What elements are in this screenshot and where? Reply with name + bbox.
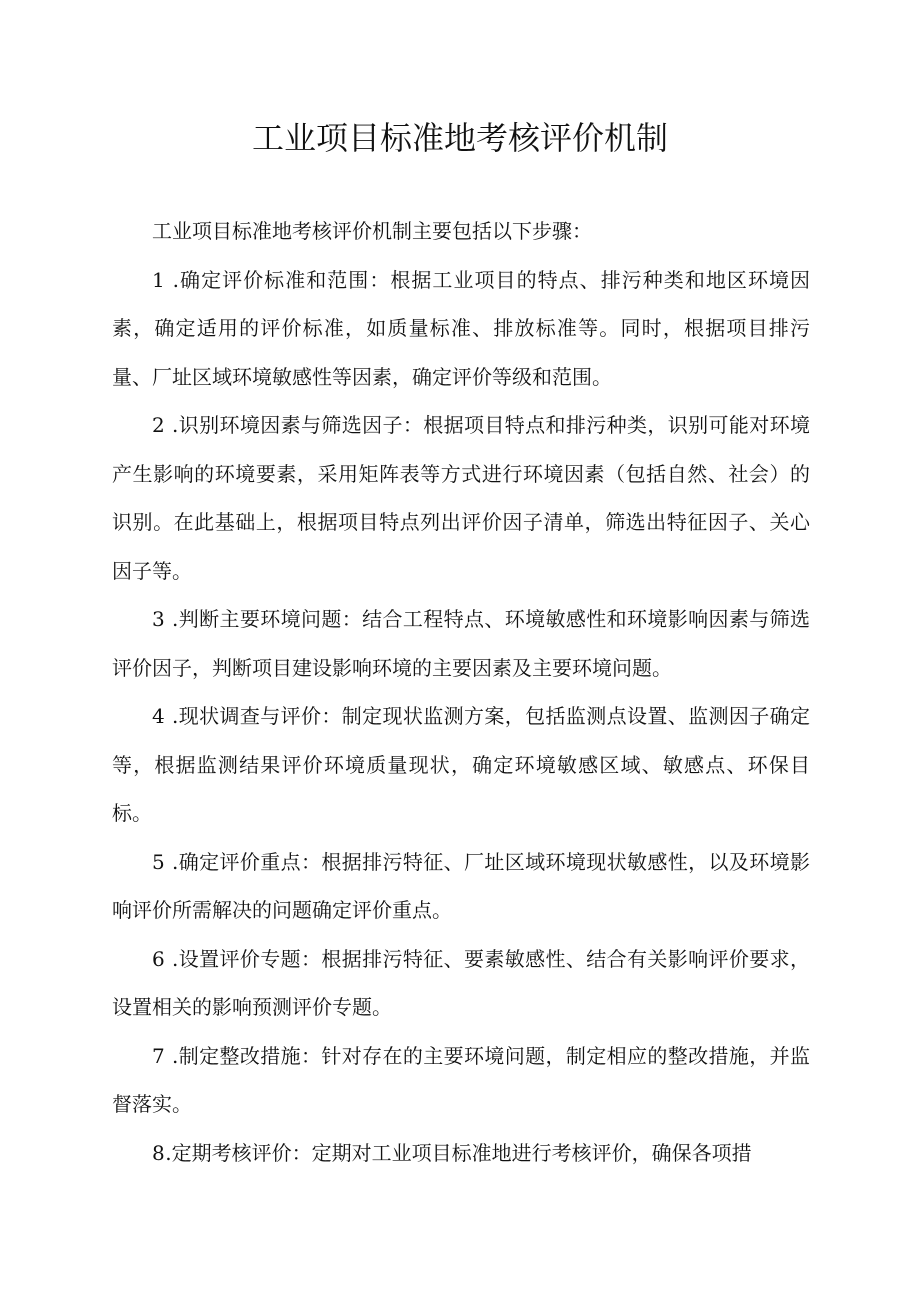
step-paragraph-7 [112, 1032, 810, 1129]
step-number: 8 [152, 1140, 166, 1165]
step-number: 5 [152, 849, 166, 874]
step-text: .判断主要环境问题：结合工程特点、环境敏感性和环境影响因素与筛选评价因子，判断项目建设影响环境的主要因素及主要环境问题。 [112, 607, 810, 680]
step-paragraph-5 [112, 838, 810, 935]
step-paragraph-2 [112, 401, 810, 595]
step-number: 1 [152, 267, 166, 292]
step-text: .确定评价重点：根据排污特征、厂址区域环境现状敏感性，以及环境影响评价所需解决的问题确定评价重点。 [112, 849, 810, 922]
step-number: 4 [152, 704, 166, 728]
step-number: 3 [152, 607, 166, 631]
step-text: .制定整改措施：针对存在的主要环境问题，制定相应的整改措施，并监督落实。 [112, 1043, 810, 1116]
step-number: 7 [152, 1043, 166, 1068]
step-text: .确定评价标准和范围：根据工业项目的特点、排污种类和地区环境因素，确定适用的评价标准，如质量标准、排放标准等。同时，根据项目排污量、厂址区域环境敏感性等因素，确定评价等级和范围。 [112, 267, 811, 389]
step-paragraph-6 [112, 935, 810, 1032]
document-title: 工业项目标准地考核评价机制 [251, 119, 668, 157]
step-paragraph-1 [112, 256, 810, 402]
step-text: .现状调查与评价：制定现状监测方案，包括监测点设置、监测因子确定等，根据监测结果评价环境质量现状，确定环境敏感区域、敏感点、环保目标。 [112, 704, 810, 825]
step-paragraph-8 [112, 1129, 810, 1178]
document-body [112, 207, 810, 1177]
step-text: .设置评价专题：根据排污特征、要素敏感性、结合有关影响评价要求，设置相关的影响预测评价专题。 [112, 946, 810, 1019]
intro-paragraph: 工业项目标准地考核评价机制主要包括以下步骤： [152, 219, 592, 243]
step-number: 2 [152, 413, 166, 437]
step-text: .定期考核评价：定期对工业项目标准地进行考核评价，确保各项措 [165, 1140, 752, 1165]
step-number: 6 [152, 946, 166, 971]
step-text: .识别环境因素与筛选因子：根据项目特点和排污种类，识别可能对环境产生影响的环境要素，采用矩阵表等方式进行环境因素（包括自然、社会）的识别。在此基础上，根据项目特点列出评价因子清单，筛选出特征因子、关心因子等。 [112, 413, 810, 583]
step-paragraph-4 [112, 692, 810, 838]
step-paragraph-3 [112, 595, 810, 692]
